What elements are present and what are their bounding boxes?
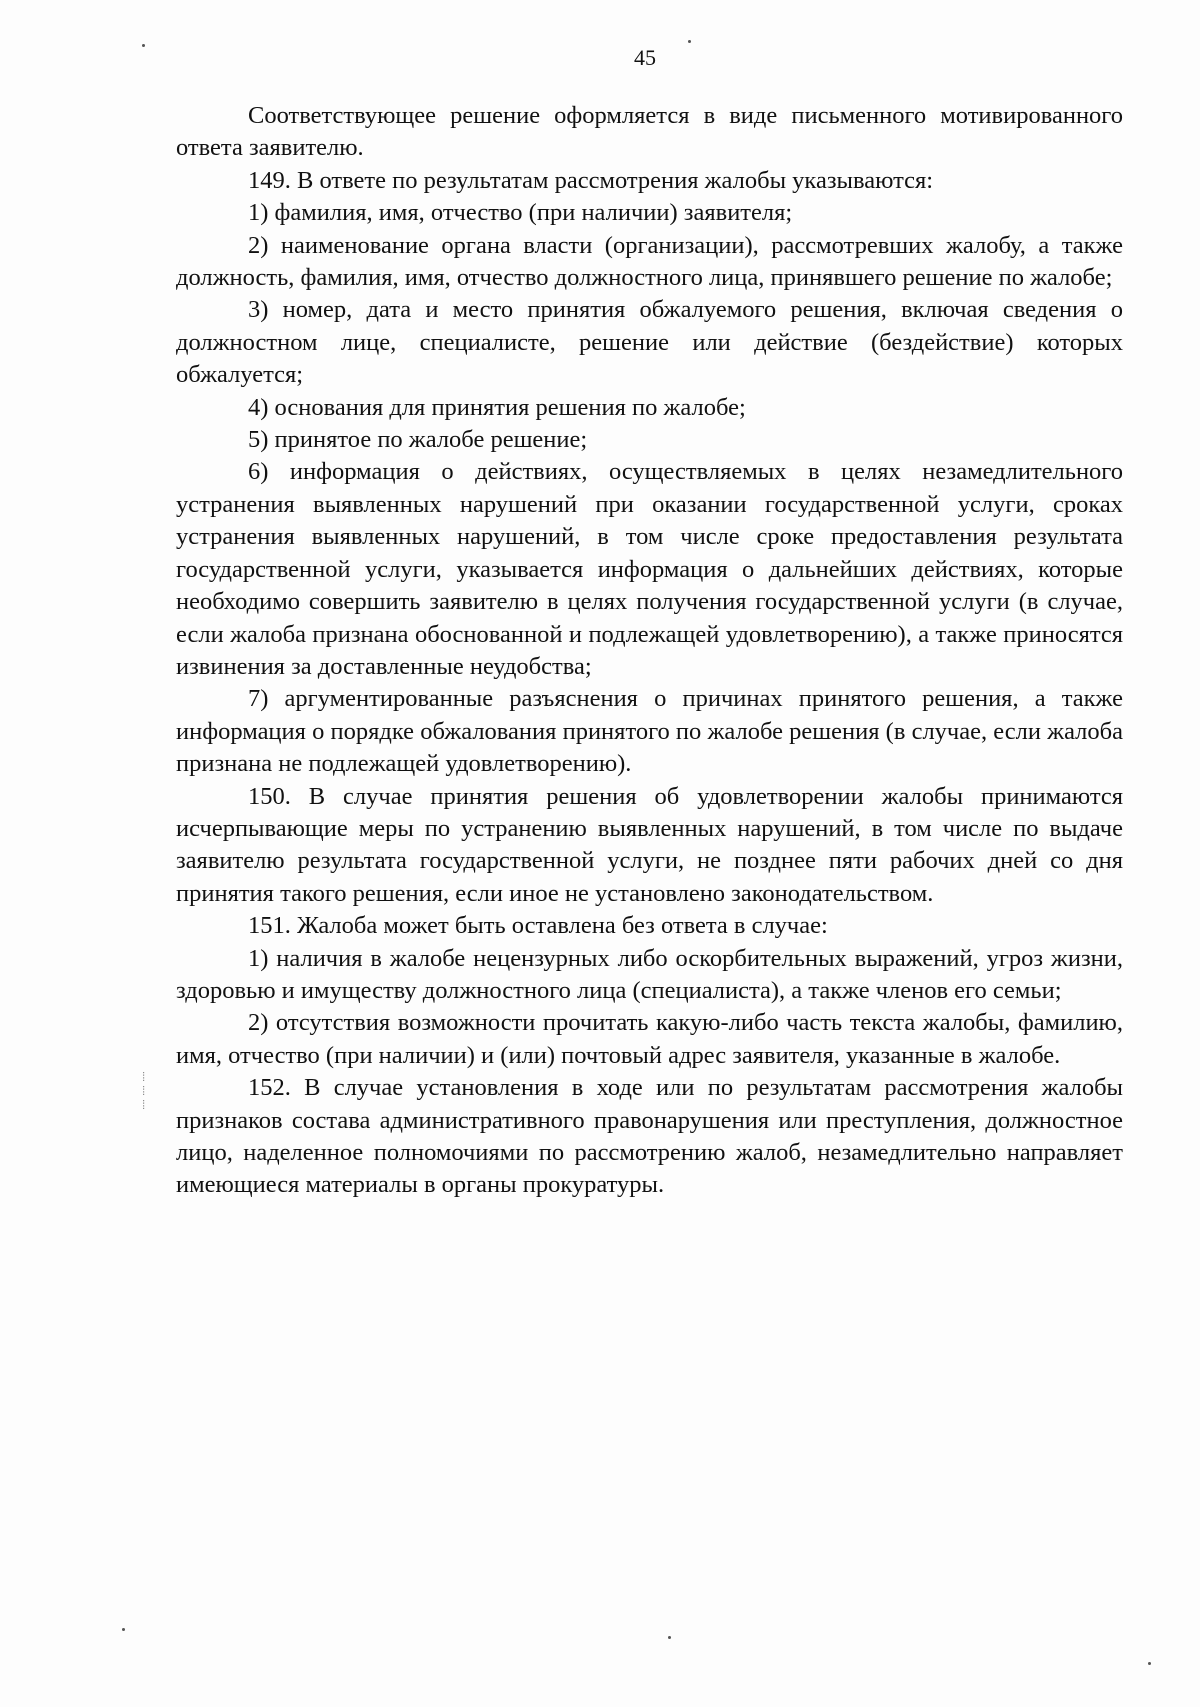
scan-speck [688, 40, 691, 43]
paragraph-152: 152. В случае установления в ходе или по результатам рассмотрения жалобы признаков состава административного правонарушения или преступления, должностное лицо, наделенное полномочиями по рассмотрению жалоб, незамедлительно направляет имеющиеся материалы в органы прокуратуры. [176, 1074, 1123, 1199]
paragraph-151-item-1: 1) наличия в жалобе нецензурных либо оскорбительных выражений, угроз жизни, здоровью и имуществу должностного лица (специалиста), а также членов его семьи; [176, 944, 1123, 1004]
paragraph-149-item-7: 7) аргументированные разъяснения о причинах принятого решения, а также информация о порядке обжалования принятого по жалобе решения (в случае, если жалоба признана не подлежащей удовлетворению). [176, 685, 1123, 778]
scan-speck [1148, 1662, 1151, 1665]
paragraph-149-item-5: 5) принятое по жалобе решение; [248, 426, 588, 454]
scan-speck [122, 1628, 125, 1631]
paragraph-149-item-2: 2) наименование органа власти (организации), рассмотревших жалобу, а также должность, фамилия, имя, отчество должностного лица, принявшего решение по жалобе; [176, 231, 1123, 292]
paragraph-151-item-2: 2) отсутствия возможности прочитать какую-либо часть текста жалобы, фамилию, имя, отчество (при наличии) и (или) почтовый адрес заявителя, указанные в жалобе. [176, 1009, 1123, 1069]
scan-speck [668, 1636, 671, 1639]
paragraph-response-form: Соответствующее решение оформляется в виде письменного мотивированного ответа заявителю. [176, 102, 1123, 162]
scan-speck [142, 44, 145, 47]
paragraph-149-item-1: 1) фамилия, имя, отчество (при наличии) заявителя; [248, 199, 793, 227]
scan-edge-marks: ⁞ ⁞ ⁞ [140, 1070, 148, 1112]
page-number: 45 [634, 45, 656, 70]
paragraph-150: 150. В случае принятия решения об удовлетворении жалобы принимаются исчерпывающие меры по устранению выявленных нарушений, в том числе по выдаче заявителю результата государственной услуги, не позднее пяти рабочих дней со дня принятия такого решения, если иное не установлено законодательством. [176, 782, 1123, 907]
paragraph-149-item-4: 4) основания для принятия решения по жалобе; [248, 393, 746, 421]
paragraph-151: 151. Жалоба может быть оставлена без ответа в случае: [248, 912, 828, 940]
body-text [176, 100, 1123, 1202]
paragraph-149-item-3: 3) номер, дата и место принятия обжалуемого решения, включая сведения о должностном лице, специалисте, решение или действие (бездействие) которых обжалуется; [176, 296, 1123, 389]
paragraph-149-item-6: 6) информация о действиях, осуществляемых в целях незамедлительного устранения выявленных нарушений при оказании государственной услуги, сроках устранения выявленных нарушений, в том числе сроке предоставления результата государственной услуги, указывается информация о дальнейших действиях, которые необходимо совершить заявителю в целях получения государственной услуги (в случае, если жалоба признана обоснованной и подлежащей удовлетворению), а также приносятся извинения за доставленные неудобства; [176, 458, 1123, 680]
paragraph-149: 149. В ответе по результатам рассмотрения жалобы указываются: [248, 166, 934, 194]
